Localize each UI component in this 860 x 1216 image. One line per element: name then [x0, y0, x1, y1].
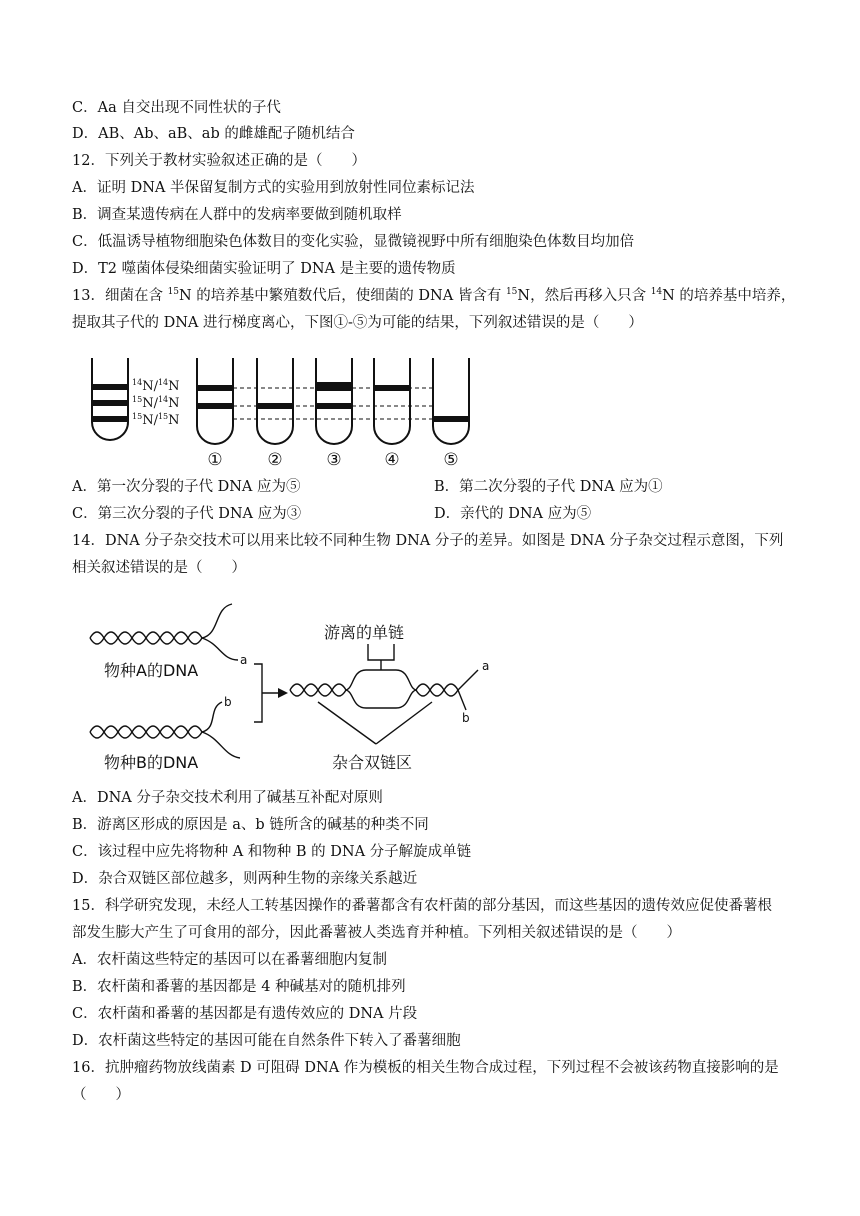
hybrid-strand-b-label: b	[462, 711, 470, 725]
hybrid-region-label: 杂合双链区	[332, 753, 413, 772]
q14-option-c: C．该过程中应先将物种 A 和物种 B 的 DNA 分子解旋成单链	[72, 844, 472, 860]
isotope-superscript: 15	[167, 287, 180, 297]
free-strand-label: 游离的单链	[324, 623, 405, 642]
q15-stem-line1: 15．科学研究发现，未经人工转基因操作的番薯都含有农杆菌的部分基因，而这些基因的遗传效应促使番薯根	[72, 898, 772, 914]
q15-option-a: A．农杆菌这些特定的基因可以在番薯细胞内复制	[72, 952, 387, 968]
tube-label-5: ⑤	[443, 450, 459, 470]
q13-option-a: A．第一次分裂的子代 DNA 应为⑤	[72, 479, 301, 495]
band-label-15n-15n: $^{15}$N/$^{15}$N	[132, 412, 180, 428]
isotope-superscript: 14	[650, 287, 663, 297]
q14-option-d: D．杂合双链区部位越多，则两种生物的亲缘关系越近	[72, 871, 418, 887]
dna-hybridization-figure	[82, 598, 502, 778]
hybrid-strand-a-label: a	[482, 659, 490, 673]
q15-option-c: C．农杆菌和番薯的基因都是有遗传效应的 DNA 片段	[72, 1006, 418, 1022]
q13-stem-part: N 的培养基中培养，	[662, 288, 796, 304]
q14-stem-line1: 14．DNA 分子杂交技术可以用来比较不同种生物 DNA 分子的差异。如图是 DNA 分子杂交过程示意图，下列	[72, 533, 784, 549]
q12-option-d: D．T2 噬菌体侵染细菌实验证明了 DNA 是主要的遗传物质	[72, 261, 456, 277]
q16-stem-line2: （ ）	[72, 1087, 130, 1103]
q13-stem-line1	[72, 286, 795, 306]
q13-stem-line2: 提取其子代的 DNA 进行梯度离心，下图①-⑤为可能的结果，下列叙述错误的是（ ）	[72, 315, 643, 331]
isotope-superscript: 15	[505, 287, 518, 297]
q16-stem-line1: 16．抗肿瘤药物放线菌素 D 可阻碍 DNA 作为模板的相关生物合成过程，下列过程不会被该药物直接影响的是	[72, 1060, 779, 1076]
tube-label-2: ②	[267, 450, 283, 470]
q12-option-a: A．证明 DNA 半保留复制方式的实验用到放射性同位素标记法	[72, 180, 475, 196]
q13-option-d: D．亲代的 DNA 应为⑤	[434, 506, 592, 522]
centrifuge-tubes-figure	[80, 352, 480, 474]
band-label-15n-14n: $^{15}$N/$^{14}$N	[132, 395, 180, 411]
q13-stem-part: N 的培养基中繁殖数代后，使细菌的 DNA 皆含有	[179, 288, 506, 304]
q14-option-a: A．DNA 分子杂交技术利用了碱基互补配对原则	[72, 790, 383, 806]
tube-label-3: ③	[326, 450, 342, 470]
q14-stem-line2: 相关叙述错误的是（ ）	[72, 560, 246, 576]
band-label-14n-14n: $^{14}$N/$^{14}$N	[132, 378, 180, 394]
q13-option-b: B．第二次分裂的子代 DNA 应为①	[434, 479, 663, 495]
q15-stem-line2: 部发生膨大产生了可食用的部分，因此番薯被人类选育并种植。下列相关叙述错误的是（ ）	[72, 925, 681, 941]
species-a-dna-label: 物种A的DNA	[104, 661, 199, 680]
q14-option-b: B．游离区形成的原因是 a、b 链所含的碱基的种类不同	[72, 817, 429, 833]
q13-option-c: C．第三次分裂的子代 DNA 应为③	[72, 506, 302, 522]
q15-option-b: B．农杆菌和番薯的基因都是 4 种碱基对的随机排列	[72, 979, 406, 995]
species-b-dna-label: 物种B的DNA	[104, 753, 199, 772]
tube-label-1: ①	[207, 450, 223, 470]
q11-option-c: C．Aa 自交出现不同性状的子代	[72, 100, 281, 116]
q13-stem-part: N，然后再移入只含	[517, 288, 651, 304]
q11-option-d: D．AB、Ab、aB、ab 的雌雄配子随机结合	[72, 126, 355, 142]
strand-a-label: a	[240, 653, 248, 667]
q15-option-d: D．农杆菌这些特定的基因可能在自然条件下转入了番薯细胞	[72, 1033, 461, 1049]
q13-stem-part: 13．细菌在含	[72, 288, 168, 304]
tube-label-4: ④	[384, 450, 400, 470]
q12-option-b: B．调查某遗传病在人群中的发病率要做到随机取样	[72, 207, 402, 223]
strand-b-label: b	[224, 695, 232, 709]
q12-option-c: C．低温诱导植物细胞染色体数目的变化实验，显微镜视野中所有细胞染色体数目均加倍	[72, 234, 635, 250]
q12-stem: 12．下列关于教材实验叙述正确的是（ ）	[72, 153, 366, 169]
